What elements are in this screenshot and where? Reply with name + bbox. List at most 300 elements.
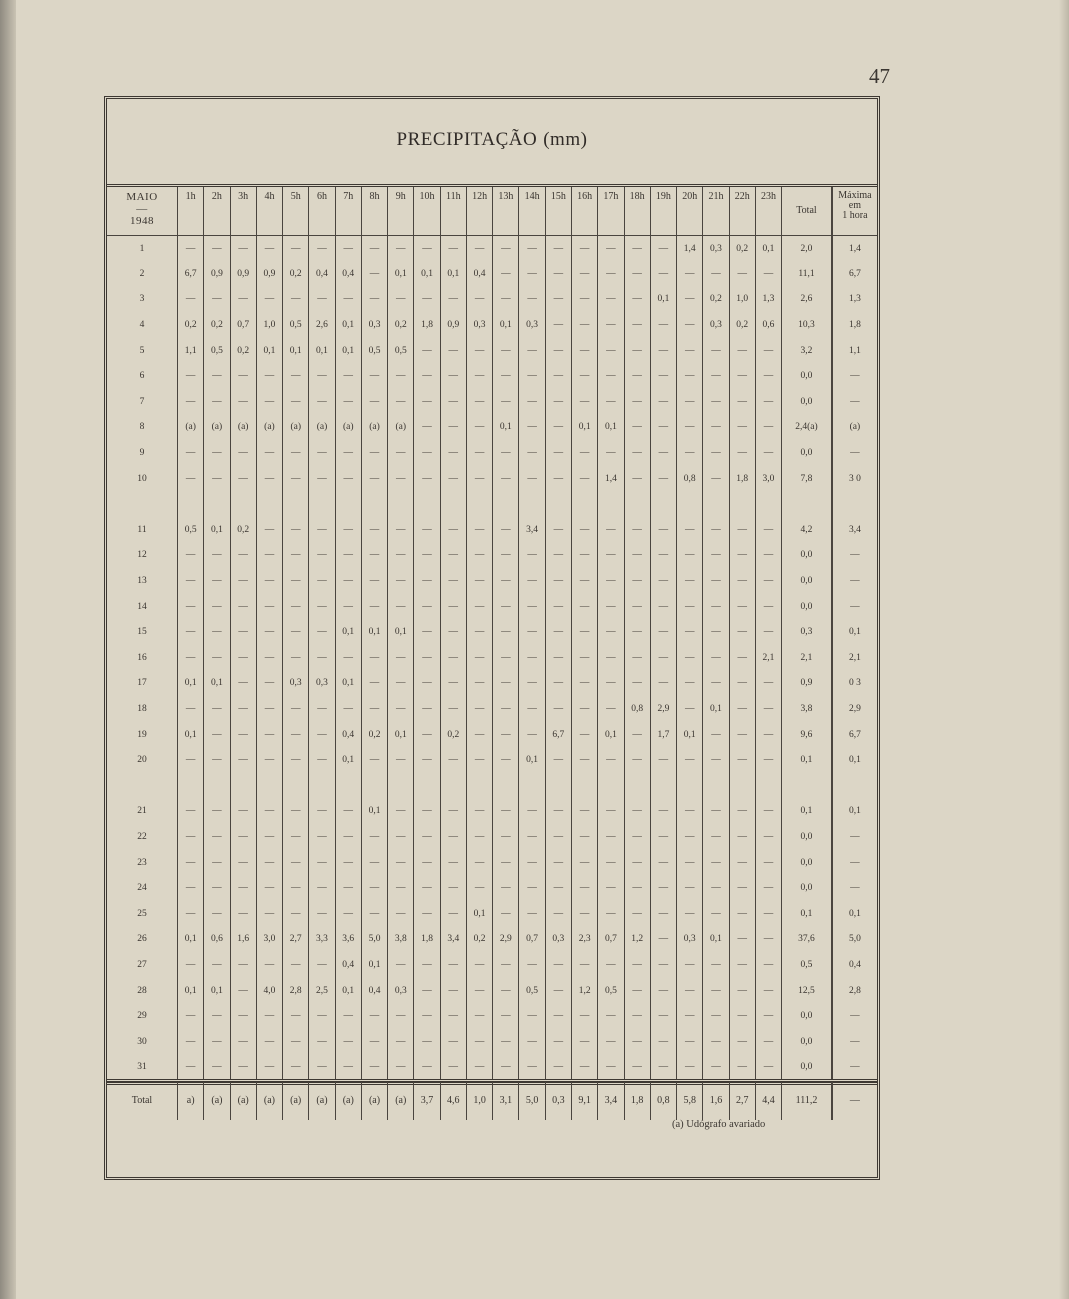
hour-cell: — [493, 619, 519, 645]
hour-cell: — [283, 850, 309, 876]
hour-cell: 0,1 [204, 978, 230, 1004]
hour-cell: — [466, 338, 492, 364]
hour-cell: 0,1 [309, 338, 335, 364]
hour-cell: — [545, 543, 571, 569]
hour-cell: 0,1 [256, 338, 282, 364]
hour-cell: — [414, 568, 440, 594]
hour-cell: — [466, 594, 492, 620]
day-total-cell: 3,8 [782, 696, 832, 722]
hour-cell: — [519, 850, 545, 876]
hour-cell: 6,7 [178, 261, 204, 287]
hour-cell: — [650, 671, 676, 697]
table-row [107, 952, 877, 978]
hour-cell: — [283, 619, 309, 645]
hour-cell: 0,1 [283, 338, 309, 364]
hour-cell: — [729, 824, 755, 850]
hour-cell: — [755, 261, 781, 287]
hour-cell: — [493, 517, 519, 543]
hour-cell: — [755, 722, 781, 748]
hour-cell: — [335, 389, 361, 415]
hour-cell: — [493, 671, 519, 697]
hour-cell: — [598, 338, 624, 364]
hour-cell: 1,6 [230, 927, 256, 953]
day-total-cell: 0,0 [782, 440, 832, 466]
hour-cell: — [493, 261, 519, 287]
table-row [107, 312, 877, 338]
hour-cell: — [572, 338, 598, 364]
hour-cell: — [440, 440, 466, 466]
hour-cell: — [414, 389, 440, 415]
hour-cell: — [283, 952, 309, 978]
hour-cell: — [572, 466, 598, 492]
hour-cell: — [361, 1029, 387, 1055]
hour-cell: — [283, 747, 309, 773]
spacer-cell [361, 491, 387, 517]
hour-cell: — [519, 466, 545, 492]
day-cell: 22 [107, 824, 178, 850]
hour-cell: — [440, 901, 466, 927]
hour-cell: — [703, 363, 729, 389]
hour-cell: — [519, 671, 545, 697]
header-hour-4: 4h [256, 187, 282, 236]
hour-cell: — [598, 261, 624, 287]
table-row [107, 1003, 877, 1029]
hour-cell: — [519, 261, 545, 287]
hour-cell: — [388, 901, 414, 927]
hour-total-cell: (a) [335, 1080, 361, 1120]
hour-cell: — [388, 696, 414, 722]
hour-cell: — [650, 1003, 676, 1029]
hour-cell: — [677, 952, 703, 978]
hour-cell: — [204, 645, 230, 671]
hour-cell: 0,3 [466, 312, 492, 338]
hour-cell: — [545, 415, 571, 441]
hour-cell: — [572, 901, 598, 927]
day-max-cell: — [832, 824, 877, 850]
table-row [107, 850, 877, 876]
hour-cell: — [440, 696, 466, 722]
day-max-cell: 2,9 [832, 696, 877, 722]
hour-cell: — [572, 952, 598, 978]
spacer-cell [440, 773, 466, 799]
hour-cell: 0,2 [388, 312, 414, 338]
day-total-cell: 0,3 [782, 619, 832, 645]
hour-cell: — [755, 850, 781, 876]
hour-cell: — [624, 236, 650, 262]
hour-cell: 0,1 [519, 747, 545, 773]
header-hour-2: 2h [204, 187, 230, 236]
hour-cell: — [361, 568, 387, 594]
hour-cell: — [466, 696, 492, 722]
hour-cell: — [335, 875, 361, 901]
hour-cell: 0,1 [388, 722, 414, 748]
hour-cell: — [598, 440, 624, 466]
hour-cell: — [309, 440, 335, 466]
spacer-cell [650, 773, 676, 799]
hour-cell: — [624, 875, 650, 901]
hour-cell: — [598, 799, 624, 825]
hour-cell: — [677, 850, 703, 876]
hour-cell: — [230, 850, 256, 876]
hour-cell: — [256, 517, 282, 543]
hour-cell: — [361, 517, 387, 543]
hour-cell: — [703, 850, 729, 876]
hour-cell: (a) [283, 415, 309, 441]
hour-cell: 1,8 [414, 927, 440, 953]
hour-cell: — [545, 824, 571, 850]
day-total-cell: 0,0 [782, 824, 832, 850]
hour-cell: — [545, 952, 571, 978]
hour-cell: — [598, 875, 624, 901]
hour-cell: — [493, 236, 519, 262]
hour-cell: 3,0 [755, 466, 781, 492]
hour-cell: — [677, 312, 703, 338]
hour-cell: — [677, 619, 703, 645]
page-right-edge [1059, 0, 1069, 1299]
hour-cell: — [624, 543, 650, 569]
hour-cell: — [755, 594, 781, 620]
hour-cell: — [335, 901, 361, 927]
hour-total-cell: 0,3 [545, 1080, 571, 1120]
spacer-cell [572, 773, 598, 799]
hour-cell: — [440, 1055, 466, 1081]
hour-cell: — [178, 389, 204, 415]
day-cell: 14 [107, 594, 178, 620]
hour-cell: — [361, 645, 387, 671]
hour-cell: — [309, 722, 335, 748]
hour-cell: — [677, 747, 703, 773]
hour-cell: — [283, 645, 309, 671]
hour-cell: — [283, 568, 309, 594]
hour-cell: — [755, 338, 781, 364]
hour-cell: — [650, 799, 676, 825]
hour-cell: — [204, 696, 230, 722]
hour-cell: 2,1 [755, 645, 781, 671]
hour-cell: — [572, 568, 598, 594]
hour-cell: — [545, 287, 571, 313]
hour-cell: — [519, 952, 545, 978]
hour-cell: — [230, 543, 256, 569]
hour-cell: — [309, 568, 335, 594]
hour-cell: — [414, 619, 440, 645]
hour-cell: — [283, 875, 309, 901]
hour-cell: — [493, 389, 519, 415]
hour-cell: — [650, 850, 676, 876]
day-total-cell: 2,1 [782, 645, 832, 671]
hour-cell: — [440, 645, 466, 671]
hour-cell: — [493, 875, 519, 901]
hour-cell: — [519, 875, 545, 901]
hour-cell: — [204, 850, 230, 876]
hour-cell: — [545, 338, 571, 364]
hour-cell: — [414, 517, 440, 543]
hour-cell: — [729, 952, 755, 978]
hour-cell: — [755, 799, 781, 825]
hour-cell: — [729, 645, 755, 671]
hour-cell: 2,8 [283, 978, 309, 1004]
hour-cell: — [466, 389, 492, 415]
hour-cell: — [755, 747, 781, 773]
day-cell: 26 [107, 927, 178, 953]
hour-cell: 1,3 [755, 287, 781, 313]
hour-cell: 0,4 [335, 261, 361, 287]
hour-cell: — [650, 568, 676, 594]
hour-cell: — [755, 1003, 781, 1029]
table-row [107, 517, 877, 543]
hour-cell: — [440, 824, 466, 850]
hour-cell: — [440, 236, 466, 262]
hour-cell: — [335, 1055, 361, 1081]
hour-cell: — [204, 1029, 230, 1055]
hour-cell: — [598, 594, 624, 620]
hour-cell: 0,2 [361, 722, 387, 748]
hour-cell: — [178, 543, 204, 569]
hour-cell: — [388, 952, 414, 978]
hour-cell: — [414, 645, 440, 671]
day-total-cell: 0,0 [782, 1003, 832, 1029]
totals-label: Total [107, 1080, 178, 1120]
hour-cell: — [204, 440, 230, 466]
table-row [107, 287, 877, 313]
hour-cell: — [703, 901, 729, 927]
hour-cell: — [598, 747, 624, 773]
spacer-cell [256, 491, 282, 517]
hour-cell: 0,1 [598, 722, 624, 748]
hour-cell: 0,1 [178, 927, 204, 953]
hour-cell: 0,7 [230, 312, 256, 338]
day-cell: 6 [107, 363, 178, 389]
hour-total-cell: 3,7 [414, 1080, 440, 1120]
hour-cell: 0,2 [703, 287, 729, 313]
hour-cell: — [729, 619, 755, 645]
hour-cell: — [230, 799, 256, 825]
hour-cell: — [440, 517, 466, 543]
hour-cell: 0,2 [204, 312, 230, 338]
hour-cell: 0,2 [440, 722, 466, 748]
hour-cell: — [204, 287, 230, 313]
hour-cell: — [650, 1055, 676, 1081]
hour-cell: 2,6 [309, 312, 335, 338]
hour-cell: — [256, 236, 282, 262]
hour-cell: — [755, 543, 781, 569]
hour-cell: — [493, 645, 519, 671]
hour-cell: — [624, 978, 650, 1004]
spacer-cell [178, 491, 204, 517]
spacer-cell [677, 491, 703, 517]
hour-cell: 0,5 [204, 338, 230, 364]
hour-cell: — [729, 901, 755, 927]
hour-total-cell: (a) [283, 1080, 309, 1120]
hour-cell: — [545, 799, 571, 825]
hour-cell: — [493, 466, 519, 492]
totals-row [107, 1080, 877, 1120]
day-max-cell: — [832, 389, 877, 415]
spacer-cell [598, 773, 624, 799]
hour-cell: — [624, 440, 650, 466]
hour-cell: — [309, 543, 335, 569]
spacer-cell [335, 773, 361, 799]
hour-total-cell: a) [178, 1080, 204, 1120]
hour-cell: (a) [178, 415, 204, 441]
hour-cell: 0,3 [283, 671, 309, 697]
hour-cell: 0,5 [361, 338, 387, 364]
day-total-cell: 2,6 [782, 287, 832, 313]
table-row [107, 338, 877, 364]
hour-cell: — [493, 799, 519, 825]
hour-cell: — [440, 747, 466, 773]
hour-cell: — [178, 850, 204, 876]
hour-cell: — [309, 747, 335, 773]
hour-cell: — [204, 747, 230, 773]
hour-cell: — [572, 287, 598, 313]
hour-cell: — [624, 671, 650, 697]
day-total-cell: 0,0 [782, 1029, 832, 1055]
hour-cell: — [204, 363, 230, 389]
hour-cell: 0,1 [178, 722, 204, 748]
hour-cell: — [572, 440, 598, 466]
hour-cell: — [755, 363, 781, 389]
hour-cell: — [256, 875, 282, 901]
spacer-cell [230, 491, 256, 517]
hour-cell: — [650, 466, 676, 492]
spacer-cell [572, 491, 598, 517]
hour-cell: — [624, 799, 650, 825]
hour-cell: — [466, 440, 492, 466]
hour-cell: — [309, 799, 335, 825]
table-row [107, 722, 877, 748]
hour-cell: — [388, 363, 414, 389]
header-total [782, 187, 832, 236]
hour-cell: — [650, 645, 676, 671]
hour-cell: 3,3 [309, 927, 335, 953]
day-total-cell: 0,5 [782, 952, 832, 978]
header-hour-10: 10h [414, 187, 440, 236]
table-row [107, 747, 877, 773]
hour-cell: — [493, 824, 519, 850]
hour-cell: 0,5 [598, 978, 624, 1004]
hour-cell: 0,3 [703, 236, 729, 262]
hour-cell: — [519, 722, 545, 748]
hour-cell: — [388, 389, 414, 415]
hour-cell: — [572, 850, 598, 876]
hour-cell: — [204, 543, 230, 569]
header-dash: — [136, 203, 148, 215]
hour-cell: — [466, 978, 492, 1004]
hour-cell: — [256, 645, 282, 671]
spacer-cell [545, 491, 571, 517]
hour-cell: — [755, 415, 781, 441]
hour-cell: — [256, 696, 282, 722]
header-hour-22: 22h [729, 187, 755, 236]
header-hour-19: 19h [650, 187, 676, 236]
spacer-cell [414, 773, 440, 799]
hour-cell: — [703, 619, 729, 645]
hour-cell: 0,1 [204, 671, 230, 697]
day-total-cell: 0,9 [782, 671, 832, 697]
hour-cell: — [230, 1029, 256, 1055]
hour-cell: 0,2 [729, 236, 755, 262]
hour-cell: — [466, 850, 492, 876]
hour-cell: 5,0 [361, 927, 387, 953]
spacer-cell [309, 491, 335, 517]
hour-cell: — [440, 1029, 466, 1055]
day-max-cell: 6,7 [832, 722, 877, 748]
hour-cell: — [466, 517, 492, 543]
spacer-cell [256, 773, 282, 799]
day-total-cell: 0,1 [782, 799, 832, 825]
hour-cell: — [361, 543, 387, 569]
hour-cell: (a) [256, 415, 282, 441]
hour-cell: 0,2 [230, 517, 256, 543]
hour-cell: — [361, 696, 387, 722]
hour-cell: — [598, 287, 624, 313]
hour-cell: — [493, 287, 519, 313]
hour-cell: — [624, 466, 650, 492]
hour-cell: 1,0 [256, 312, 282, 338]
day-total-cell: 0,0 [782, 363, 832, 389]
hour-cell: — [545, 389, 571, 415]
hour-cell: — [361, 1003, 387, 1029]
header-hour-9: 9h [388, 187, 414, 236]
day-cell: 8 [107, 415, 178, 441]
table-row [107, 1055, 877, 1081]
hour-cell: — [703, 824, 729, 850]
header-hour-13: 13h [493, 187, 519, 236]
title-unit: (mm) [543, 129, 588, 150]
day-cell: 19 [107, 722, 178, 748]
hour-cell: — [545, 850, 571, 876]
hour-cell: — [361, 671, 387, 697]
spacer-cell [107, 491, 178, 517]
hour-cell: — [440, 671, 466, 697]
hour-cell: — [677, 594, 703, 620]
hour-cell: — [440, 875, 466, 901]
hour-cell: — [703, 594, 729, 620]
hour-cell: — [545, 1003, 571, 1029]
hour-cell: — [703, 466, 729, 492]
hour-cell: 0,9 [204, 261, 230, 287]
hour-total-cell: 1,6 [703, 1080, 729, 1120]
hour-cell: 0,1 [466, 901, 492, 927]
hour-cell: — [677, 671, 703, 697]
hour-cell: 0,1 [493, 415, 519, 441]
hour-cell: — [519, 1003, 545, 1029]
spacer-cell [440, 491, 466, 517]
table-row [107, 440, 877, 466]
spacer-cell [493, 491, 519, 517]
spacer-cell [178, 773, 204, 799]
day-max-cell: — [832, 594, 877, 620]
hour-cell: — [256, 747, 282, 773]
hour-cell: — [545, 1029, 571, 1055]
hour-cell: 1,2 [572, 978, 598, 1004]
hour-cell: 0,1 [703, 927, 729, 953]
day-cell: 5 [107, 338, 178, 364]
hour-cell: — [335, 1003, 361, 1029]
hour-cell: — [230, 978, 256, 1004]
table-wrapper [107, 184, 877, 1107]
hour-cell: — [361, 594, 387, 620]
hour-cell: — [650, 338, 676, 364]
hour-cell: — [230, 722, 256, 748]
hour-cell: — [466, 363, 492, 389]
hour-cell: 0,1 [335, 747, 361, 773]
hour-cell: — [703, 799, 729, 825]
hour-cell: — [624, 722, 650, 748]
hour-cell: — [598, 850, 624, 876]
hour-cell: 0,3 [309, 671, 335, 697]
day-cell: 13 [107, 568, 178, 594]
